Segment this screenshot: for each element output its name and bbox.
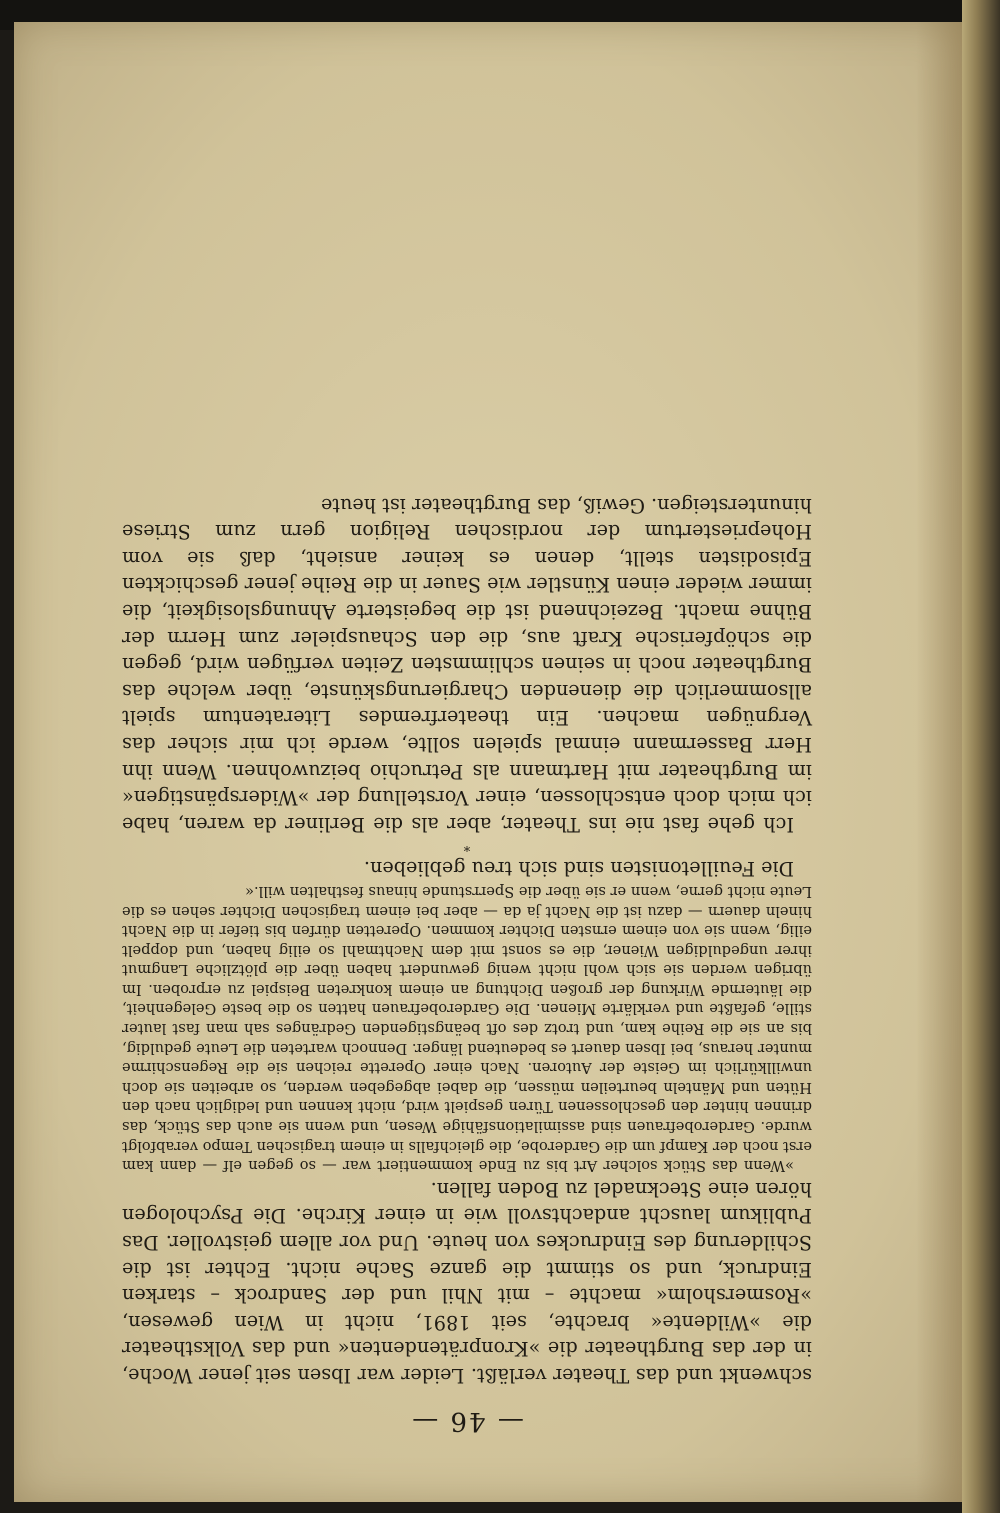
section-separator: *	[463, 837, 471, 853]
paragraph-theater: Ich gehe fast nie ins Theater, aber als die Berliner da waren, habe ich mich doch entschlossen, einer Vorstellung der »Widerspänstigen« im Burgtheater mit Hartmann als Petruchio beizuwohnen. Wenn ihn Herr Bassermann einmal spielen sollte, werde ich mir sicher das Vergnügen machen. Ein theaterfremdes Literatentum spielt allsommerlich die dienenden Chargierungskünste, über welche das Burgtheater noch in seinen schlimmsten Zeiten verfügen wird, gegen die schöpferische Kraft aus, die den Schauspieler zum Herrn der Bühne macht. Bezeichnend ist die begeisterte Ahnungslosigkeit, die immer wieder einen Künstler wie Sauer in die Reihe jener geschickten Episodisten stellt, denen es keiner ansieht, daß sie vom Hohepriestertum der nordischen Religion gern zum Striese hinuntersteigen. Gewiß, das Burgtheater ist heute	[122, 493, 812, 836]
page-number: — 46 —	[410, 1406, 524, 1436]
page-content	[122, 491, 812, 1436]
paragraph-opening: schwenkt und das Theater verläßt. Leider war Ibsen seit jener Woche, in der das Burgtheater die »Kronprätendenten« und das Volkstheater die »Wildente« brachte, seit 1891, nicht in Wien gewesen, »Rosmersholm« machte – mit Nhil und der Sandrock – starken Eindruck, und so stimmt die ganze Sache nicht. Echter ist die Schilderung des Eindruckes von heute. Und vor allem geistvoller. Das Publikum lauscht andachtsvoll wie in einer Kirche. Die Psychologen hören eine Stecknadel zu Boden fallen.	[122, 1177, 812, 1387]
book-binding	[962, 0, 1000, 1513]
upside-down-text-block	[14, 22, 962, 1502]
quoted-passage: »Wenn das Stück solcher Art bis zu Ende kommentiert war — so gegen elf — dann kam erst noch der Kampf um die Garderobe, die gleichfalls in einem tragischen Tempo verabfolgt wurde. Garderobefrauen sind assimilationsfähige Wesen, und wenn sie auch das Stück, das drinnen hinter den geschlossenen Türen gespielt wird, nicht kennen und lediglich nach den Hüten und Mänteln beurteilen müssen, die dabei abgegeben werden, so arbeiten sie doch unwillkürlich im Geiste der Autoren. Nach einer Operette reichen sie die Regenschirme munter heraus, bei Ibsen dauert es bedeutend länger. Dennoch warteten die Leute geduldig, bis an sie die Reihe kam, und trotz des oft beängstigenden Gedränges sah man fast lauter stille, gefaßte und verklärte Mienen. Die Garderobefrauen hatten so die beste Gelegenheit, die läuternde Wirkung der großen Dichtung an einem konkreten Beispiel zu erproben. Im übrigen werden sie sich wohl nicht wenig gewundert haben über die plötzliche Langmut ihrer ungeduldigen Wiener, die es sonst mit dem Nachtmahl so eilig haben, und doppelt eilig, wenn sie von einem ernsten Dichter kommen. Operetten dürfen bis tiefer in die Nacht hineln dauern — dazu ist die Nacht ja da — aber bei einem tragischen Dichter sehen es die Leute nicht gerne, wenn er sie über die Sperrstunde hinaus festhalten will.«	[122, 882, 812, 1175]
book-page	[14, 22, 962, 1502]
paragraph-feuilletonisten: Die Feuilletonisten sind sich treu geblieben.	[363, 857, 794, 881]
